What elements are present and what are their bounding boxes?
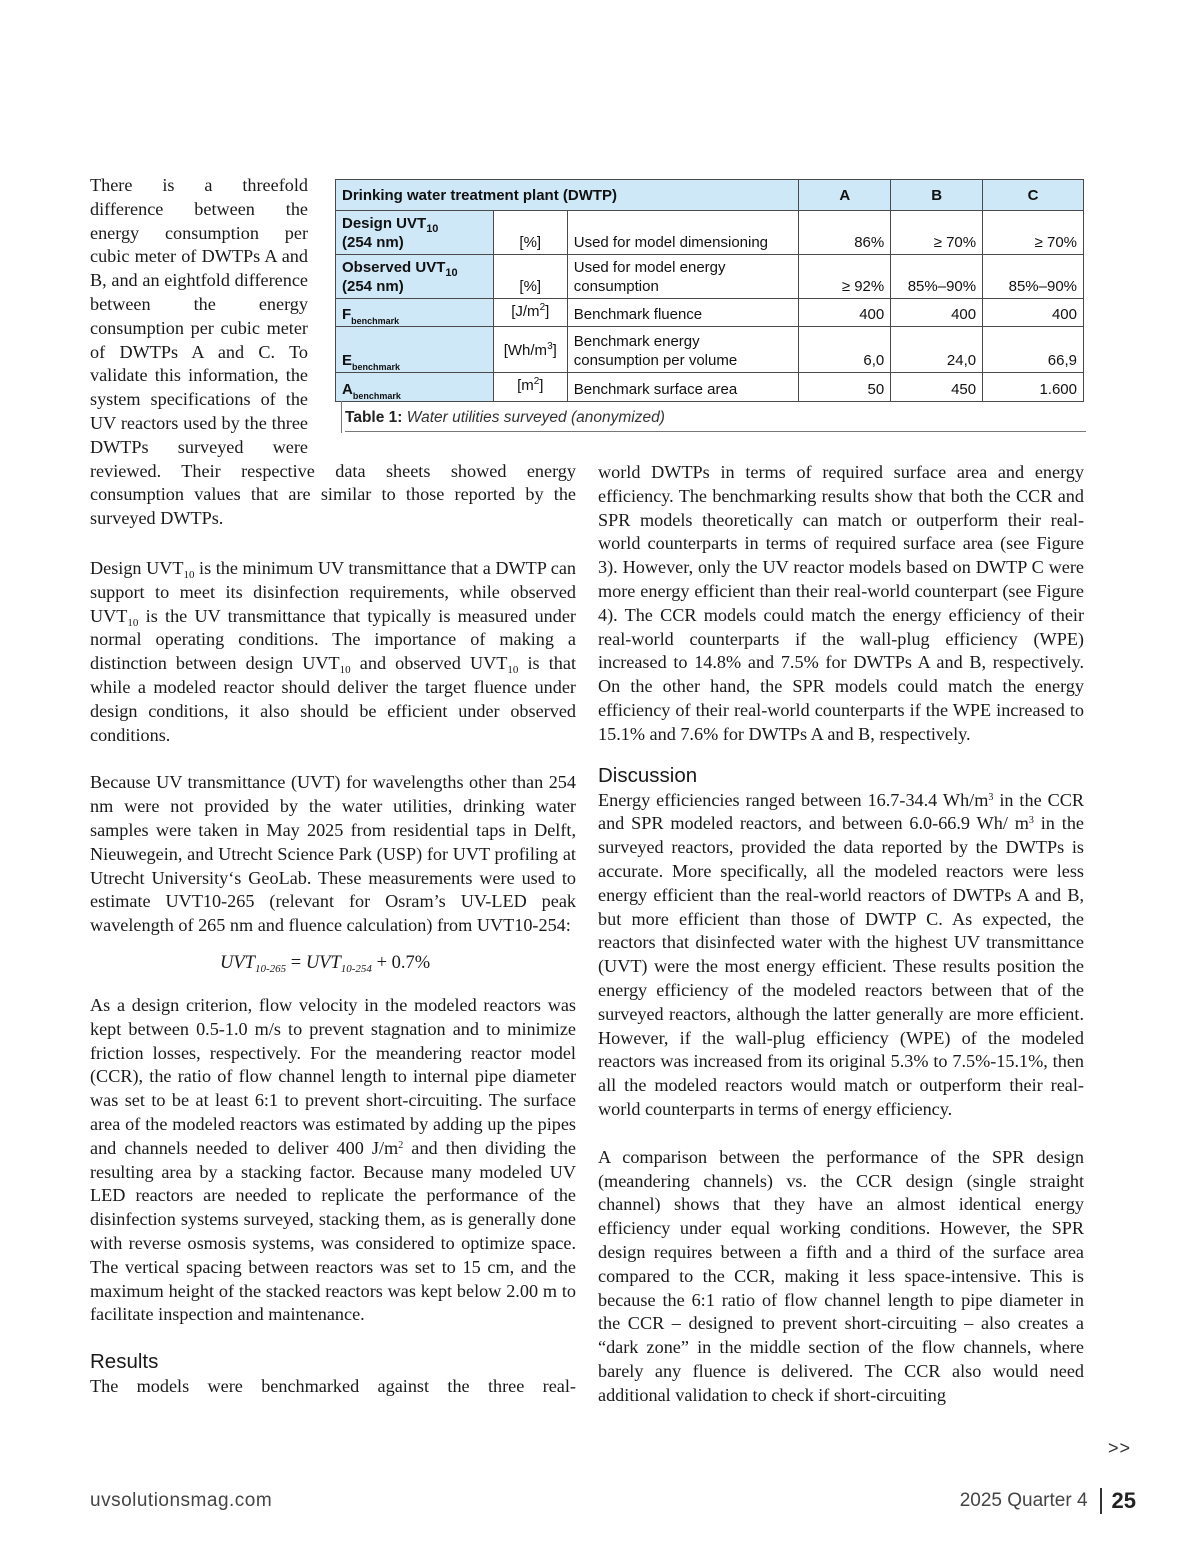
param-f-benchmark: $F_{benchmark}$ [336,299,494,327]
intro-paragraph: There is a threefold difference between the energy consumption per cubic meter of DWTPs A and B, and an eightfold difference between the energy consumption per cubic meter of DWTPs A and C. To validate this information, the system specifications of the UV reactors used by the three DWTPs surveyed were reviewed. Their respective data sheets showed energy consumption values that are similar to those reported by the surveyed DWTPs. [90,175,576,529]
value-a: 86% [799,211,891,255]
design-criterion-paragraph: As a design criterion, flow velocity in the modeled reactors was kept between 0.5-1.0 m/s to prevent stagnation and to minimize friction losses, respectively. For the meandering reactor model (CCR), the ratio of flow channel length to internal pipe diameter was set to be at least 6:1 to prevent short-circuiting. The surface area of the modeled reactors was estimated by adding up the pipes and channels needed to deliver 400 $J/m^2$ and then dividing the resulting area by a stacking factor. Because many modeled UV LED reactors are needed to replicate the performance of the disinfection systems surveyed, stacking them, as is generally done with reverse osmosis systems, was considered to optimize space. The vertical spacing between reactors was set to 15 cm, and the maximum height of the stacked reactors was kept below 2.00 m to facilitate inspection and maintenance. [90,994,577,1325]
footer-divider [1100,1488,1102,1514]
param-e-benchmark: $E_{benchmark}$ [336,327,494,373]
unit-cell: $[J/m^2]$ [493,299,567,327]
value-c: 85%–90% [983,255,1084,299]
unit-cell: $[Wh/m^3]$ [493,327,567,373]
desc-cell: Used for model dimensioning [567,211,799,255]
value-c: 400 [983,299,1084,327]
left-column [90,557,576,1399]
desc-cell: Benchmark energy consumption per volume [567,327,799,373]
results-paragraph-continued: world DWTPs in terms of required surface area and energy efficiency. The benchmarking results show that both the CCR and SPR models theoretically can match or outperform their real-world counterparts in terms of required surface area (see Figure 3). However, only the UV reactor models based on DWTP C were more energy efficient than their real-world counterpart (see Figure 4). The CCR models could match the energy efficiency of their real-world counterparts if the wall-plug efficiency (WPE) increased to 14.8% and 7.5% for DWTPs A and B, respectively. On the other hand, the SPR models could match the energy efficiency of their real-world counterparts if the WPE increased to 15.1% and 7.6% for DWTPs A and B, respectively. [598,462,1084,744]
uvt-wavelength-paragraph: Because UV transmittance (UVT) for wavelengths other than 254 nm were not provided by the water utilities, drinking water samples were taken in May 2025 from residential taps in Delft, Nieuwegein, and Utrecht Science Park (USP) for UVT profiling at Utrecht University‘s GeoLab. These measurements were used to estimate UVT10-265 (relevant for Osram’s UV-LED peak wavelength of 265 nm and fluence calculation) from UVT10-254: [90,772,576,936]
value-c: 1.600 [983,373,1084,402]
desc-cell: Benchmark fluence [567,299,799,327]
uvt-paragraph: Design $UVT_{10}$ is the minimum UV transmittance that a DWTP can support to meet its disinfection requirements, while observed $UVT_{10}$ is the UV transmittance that typically is measured under normal operating conditions. The importance of making a distinction between design $UVT_{10}$ and observed $UVT_{10}$ is that while a modeled reactor should deliver the target fluence under design conditions, it also should be efficient under observed conditions. [90,558,577,745]
discussion-heading: Discussion [598,763,698,787]
uvt-formula: $UVT_{10-265} = UVT_{10-254} + 0.7\%$ [220,952,431,975]
unit-cell: [%] [493,255,567,299]
intro-block [90,174,576,531]
continue-marker: >> [1108,1438,1132,1458]
table-header-c: C [983,180,1084,211]
value-a: 6,0 [799,327,891,373]
results-heading: Results [90,1350,159,1374]
param-design-uvt: Design $UVT_{10}$ (254 nm) [336,211,494,255]
value-b: 450 [891,373,983,402]
desc-cell: Benchmark surface area [567,373,799,402]
value-c: ≥ 70% [983,211,1084,255]
table-header-title: Drinking water treatment plant (DWTP) [336,180,799,211]
table-float-space [312,174,576,459]
table-header-a: A [799,180,891,211]
value-a: 50 [799,373,891,402]
value-a: ≥ 92% [799,255,891,299]
footer-issue [960,1488,1136,1514]
unit-cell: $[m^2]$ [493,373,567,402]
caption-text: Water utilities surveyed (anonymized) [406,409,665,426]
param-observed-uvt: Observed $UVT_{10}$ (254 nm) [336,255,494,299]
results-paragraph-start: The models were benchmarked against the three real- [90,1376,576,1397]
comparison-paragraph: A comparison between the performance of the SPR design (meandering channels) vs. the CCR design (single straight channel) shows that they have an almost identical energy efficiency under equal working conditions. However, the SPR design requires between a fifth and a third of the surface area compared to the CCR, making it less space-intensive. This is because the 6:1 ratio of flow channel length to pipe diameter in the CCR – designed to prevent short-circuiting – also creates a “dark zone” in the middle section of the flow channels, where barely any fluence is delivered. The CCR also would need additional validation to check if short-circuiting [598,1146,1084,1405]
param-a-benchmark: $A_{benchmark}$ [336,373,494,402]
value-a: 400 [799,299,891,327]
footer-site[interactable]: uvsolutionsmag.com [90,1490,273,1511]
desc-cell: Used for model energy consumption [567,255,799,299]
unit-cell: [%] [493,211,567,255]
page-number: 25 [1111,1488,1136,1513]
value-b: 24,0 [891,327,983,373]
value-b: ≥ 70% [891,211,983,255]
issue-label: 2025 Quarter 4 [959,1490,1088,1511]
discussion-paragraph: Energy efficiencies ranged between 16.7-34.4 $Wh/m^3$ in the CCR and SPR modeled reactors, and between 6.0-66.9 Wh/ $m^3$ in the surveyed reactors, provided the data reported by the DWTPs is accurate. More specifically, all the modeled reactors were less energy efficient than the real-world reactors of DWTPs A and B, but more efficient than those of DWTP C. As expected, the reactors that disinfected water with the highest UV transmittance (UVT) were the most energy efficient. These results position the energy efficiency of the modeled reactors between that of the surveyed reactors, although the latter generally are more efficient. However, if the wall-plug efficiency (WPE) of the modeled reactors was increased from its original 5.3% to 7.5%-15.1%, then all the modeled reactors would match or outperform their real-world counterparts in terms of energy efficiency. [598,789,1084,1119]
caption-label: Table 1: [345,409,403,426]
value-c: 66,9 [983,327,1084,373]
value-b: 85%–90% [891,255,983,299]
value-b: 400 [891,299,983,327]
table-header-b: B [891,180,983,211]
right-column [598,461,1084,1407]
